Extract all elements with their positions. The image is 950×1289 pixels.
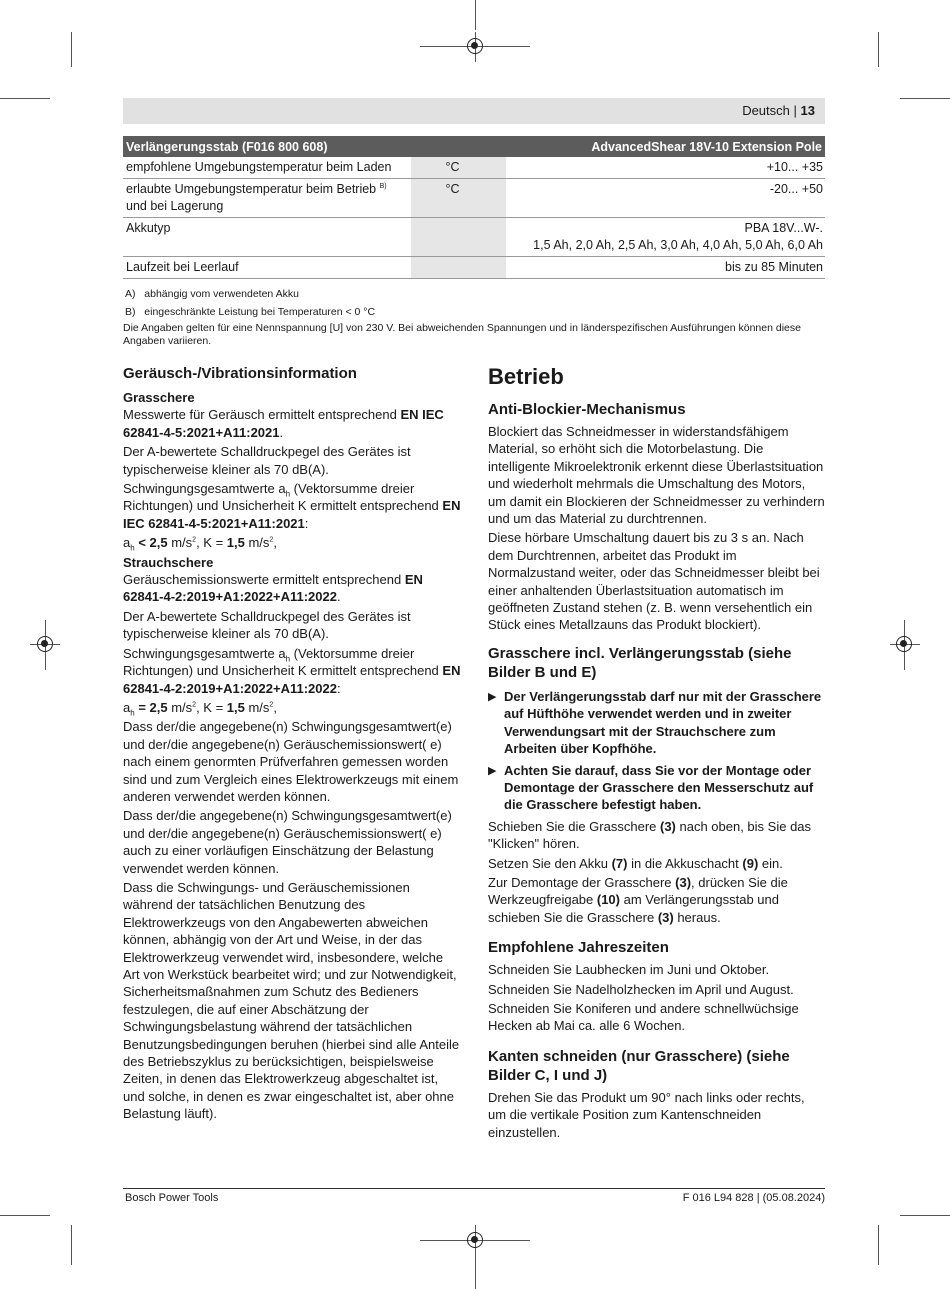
- section-title: Betrieb: [488, 364, 564, 389]
- page-header: [123, 98, 825, 124]
- paragraph: Schneiden Sie Koniferen und andere schnellwüchsige Hecken ab Mai ca. alle 6 Wochen.: [488, 1000, 799, 1034]
- section-heading: Grasschere incl. Verlängerungsstab (siehe Bilder B und E): [488, 644, 792, 681]
- section-heading: Geräusch-/Vibrationsinformation: [123, 365, 357, 382]
- paragraph: Schneiden Sie Nadelholzhecken im April und August.: [488, 981, 794, 997]
- page-header-text: Deutsch | 13: [742, 103, 815, 118]
- paragraph: Dass die Schwingungs- und Geräuschemissionen während der tatsächlichen Benutzung des Elektrowerkzeugs von den Angabewerten abweichen können, abhängig von der Art und Weise, in der das Elektrowerkzeug verwendet wird, insbesondere, welche Art von Werkstück bearbeitet wird; und zur Notwendigkeit, Sicherheitsmaßnahmen zum Schutz des Bedieners festzulegen, die auf einer Abschätzung der Schwingungsbelastung während der tatsächlichen Benutzungsbedingungen beruhen (hierbei sind alle Anteile des Betriebszyklus zu berücksichtigen, beispielsweise Zeiten, in denen das Elektrowerkzeug abgeschaltet ist, und solche, in denen es zwar eingeschaltet ist, aber ohne Belastung läuft).: [123, 879, 460, 1122]
- right-column: [488, 364, 826, 1143]
- paragraph: Blockiert das Schneidmesser in widerstandsfähigem Material, so erhöht sich die Motorbelastung. Die intelligente Mikroelektronik erkennt diese Überlastsituation und wiederholt mehrmals die Umschaltung des Motors, um damit ein Blockieren der Schneidmesser zu verhindern und um das Material zu durchtrennen.: [488, 424, 825, 527]
- crop-mark: [0, 98, 50, 99]
- left-column: [123, 364, 461, 1125]
- paragraph: Schieben Sie die Grasschere (3) nach oben, bis Sie das "Klicken" hören.: [488, 818, 812, 852]
- warning-item: ▶ Der Verlängerungsstab darf nur mit der Grasschere auf Hüfthöhe verwendet werden und in zweiter Verwendungsart mit der Strauchschere zum Arbeiten über Kopfhöhe.: [488, 688, 822, 757]
- warning-arrow-icon: ▶: [488, 690, 497, 703]
- spec-note: Die Angaben gelten für eine Nennspannung [U] von 230 V. Bei abweichenden Spannungen und in länderspezifischen Ausführungen können diese Angaben variieren.: [123, 322, 801, 347]
- section-heading: Anti-Blockier-Mechanismus: [488, 401, 686, 418]
- crop-mark: [900, 1215, 950, 1216]
- paragraph: Schneiden Sie Laubhecken im Juni und Oktober.: [488, 962, 770, 978]
- subsection-heading: Grasschere: [123, 390, 195, 405]
- spec-table: [123, 136, 825, 279]
- crop-mark: [71, 1225, 72, 1265]
- warning-item: ▶ Achten Sie darauf, dass Sie vor der Montage oder Demontage der Grasschere den Messerschutz auf die Grasschere befestigt haben.: [488, 762, 814, 813]
- registration-mark-icon: [896, 636, 912, 652]
- crop-mark: [0, 1215, 50, 1216]
- paragraph: Drehen Sie das Produkt um 90° nach links oder rechts, um die vertikale Position zum Kantenschneiden einzustellen.: [488, 1089, 805, 1140]
- table-row: empfohlene Umgebungstemperatur beim Laden °C +10... +35: [123, 157, 825, 179]
- paragraph: Diese hörbare Umschaltung dauert bis zu 3 s an. Nach dem Durchtrennen, arbeitet das Produkt im Normalzustand weiter, oder das Schneidmesser bleibt bei einer anhaltenden Überlastsituation automatisch im geöffneten Zustand stehen (z. B. wenn versehentlich ein Stück eines Metallzauns das Produkt blockiert).: [488, 530, 820, 633]
- paragraph: Zur Demontage der Grasschere (3), drücken Sie die Werkzeugfreigabe (10) am Verlängerungsstab und schieben Sie die Grasschere (3) heraus.: [488, 874, 788, 925]
- table-row: Laufzeit bei Leerlauf bis zu 85 Minuten: [123, 257, 825, 279]
- warning-arrow-icon: ▶: [488, 764, 497, 777]
- paragraph: Setzen Sie den Akku (7) in die Akkuschacht (9) ein.: [488, 855, 783, 871]
- paragraph: Der A-bewertete Schalldruckpegel des Gerätes ist typischerweise kleiner als 70 dB(A).: [123, 608, 411, 642]
- footer-right: F 016 L94 828 | (05.08.2024): [682, 1192, 825, 1204]
- vibration-value: $a_h = 2,5$ $m/s^2$, K = 1,5 $m/s^2$,: [123, 699, 277, 718]
- table-row: Akkutyp PBA 18V...W-. 1,5 Ah, 2,0 Ah, 2,5 Ah, 3,0 Ah, 4,0 Ah, 5,0 Ah, 6,0 Ah: [123, 218, 825, 257]
- crop-mark: [878, 1225, 879, 1265]
- section-heading: Empfohlene Jahreszeiten: [488, 939, 669, 957]
- crop-mark: [475, 0, 476, 30]
- section-heading: Kanten schneiden (nur Grasschere) (siehe Bilder C, I und J): [488, 1047, 790, 1084]
- paragraph: Messwerte für Geräusch ermittelt entsprechend EN IEC 62841-4-5:2021+A11:2021.: [123, 407, 444, 440]
- table-row: erlaubte Umgebungstemperatur beim Betrieb $^{B)}$ und bei Lagerung °C -20... +50: [123, 179, 825, 218]
- vibration-value: $a_h < 2,5$ $m/s^2$, K = 1,5 $m/s^2$,: [123, 535, 277, 553]
- page-number: 13: [800, 103, 815, 118]
- language-label: Deutsch: [742, 103, 790, 118]
- registration-mark-icon: [467, 38, 483, 54]
- footnote: A) abhängig vom verwendeten Akku: [125, 288, 299, 300]
- crop-mark: [878, 32, 879, 67]
- paragraph: Der A-bewertete Schalldruckpegel des Gerätes ist typischerweise kleiner als 70 dB(A).: [123, 444, 411, 477]
- crop-mark: [900, 98, 950, 99]
- footer-rule: [123, 1188, 825, 1189]
- paragraph: Dass der/die angegebene(n) Schwingungsgesamtwert(e) und der/die angegebene(n) Geräuschemissionswert( e) auch zu einer vorläufigen Einschätzung der Belastung verwendet werden können.: [123, 808, 452, 876]
- paragraph: Geräuschemissionswerte ermittelt entsprechend EN 62841-4-2:2019+A1:2022+A11:2022.: [123, 572, 423, 605]
- paragraph: Schwingungsgesamtwerte $a_h$ (Vektorsumme dreier Richtungen) und Unsicherheit K ermittelt entsprechend EN IEC 62841-4-5:2021+A11:2021:: [123, 481, 461, 531]
- subsection-heading: Strauchschere: [123, 554, 214, 570]
- paragraph: Schwingungsgesamtwerte $a_h$ (Vektorsumme dreier Richtungen) und Unsicherheit K ermittelt entsprechend EN 62841-4-2:2019+A1:2022+A11:2022:: [123, 645, 461, 696]
- spec-table-header: Verlängerungsstab (F016 800 608) AdvancedShear 18V-10 Extension Pole: [123, 136, 825, 157]
- footnote: B) eingeschränkte Leistung bei Temperaturen < 0 °C: [125, 306, 376, 318]
- footer-left: Bosch Power Tools: [125, 1192, 219, 1204]
- registration-mark-icon: [467, 1232, 483, 1248]
- registration-mark-icon: [37, 636, 53, 652]
- paragraph: Dass der/die angegebene(n) Schwingungsgesamtwert(e) und der/die angegebene(n) Geräuschemissionswert( e) nach einem genormten Prüfverfahren gemessen worden sind und zum Vergleich eines Elektrowerkzeugs mit einem anderen verwendet werden können.: [123, 719, 459, 804]
- crop-mark: [71, 32, 72, 67]
